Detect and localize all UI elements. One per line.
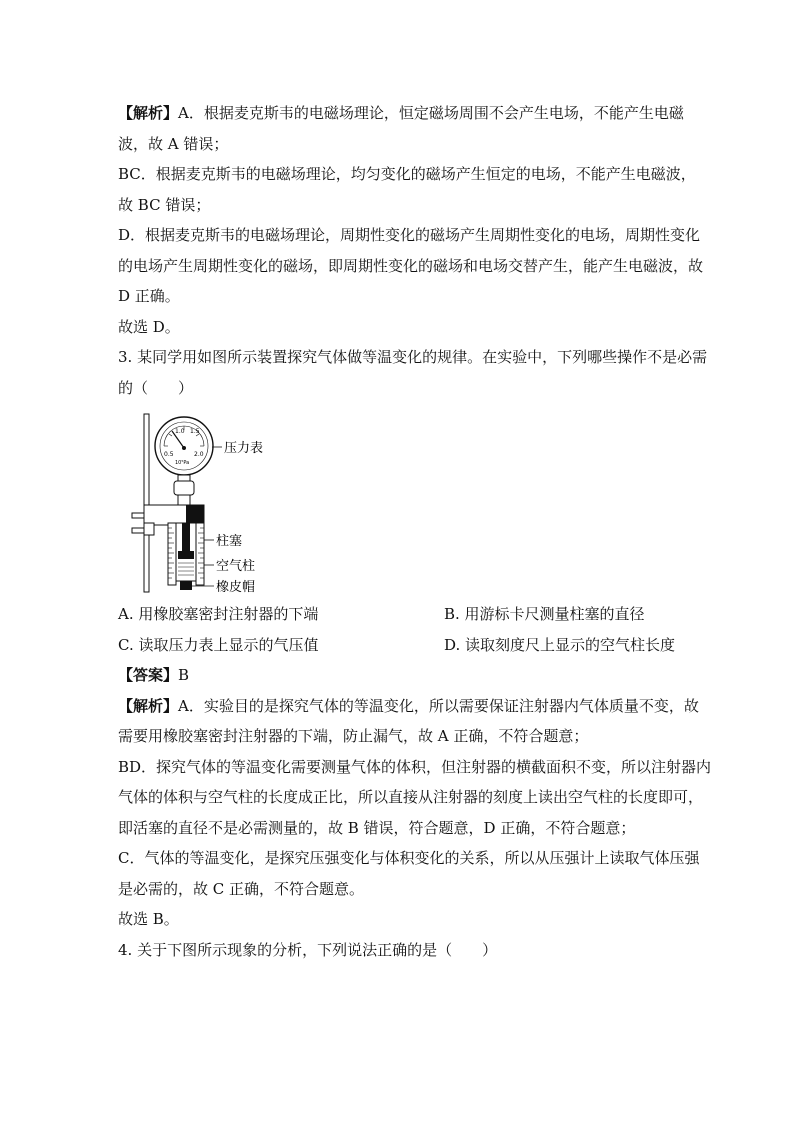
analysis-tag: 【解析】 (118, 104, 179, 122)
answer-value: B (178, 666, 190, 684)
analysis-line: 的电场产生周期性变化的磁场，即周期性变化的磁场和电场交替产生，能产生电磁波，故 (118, 256, 704, 275)
plunger (178, 551, 194, 559)
air-column-label: 空气柱 (216, 559, 256, 574)
plunger-label: 柱塞 (216, 534, 243, 549)
analysis-line: BD．探究气体的等温变化需要测量气体的体积，但注射器的横截面积不变，所以注射器内 (118, 757, 712, 776)
rubber-cap (180, 581, 192, 590)
gauge-tick-label: 0.5 (164, 451, 174, 458)
analysis-line (118, 98, 684, 129)
answer-tag: 【答案】 (118, 666, 179, 684)
analysis-line: 即活塞的直径不是必需测量的，故 B 错误，符合题意，D 正确，不符合题意； (118, 818, 636, 837)
option-b: B. 用游标卡尺测量柱塞的直径 (444, 605, 645, 623)
analysis-line: BC．根据麦克斯韦的电磁场理论，均匀变化的磁场产生恒定的电场，不能产生电磁波， (118, 165, 696, 183)
question-4-stem: 4. 关于下图所示现象的分析，下列说法正确的是（ ） (118, 940, 498, 959)
options-group (118, 599, 674, 660)
gauge-label: 压力表 (224, 441, 264, 456)
analysis-text: A．根据麦克斯韦的电磁场理论，恒定磁场周围不会产生电场，不能产生电磁 (178, 104, 684, 122)
syringe-apparatus-diagram (128, 409, 298, 595)
analysis-line: D 正确。 (118, 287, 180, 305)
option-a: A. 用橡胶塞密封注射器的下端 (118, 605, 319, 623)
gauge-tick-label: 1.0 (175, 428, 185, 435)
analysis-line: 需要用橡胶塞密封注射器的下端，防止漏气，故 A 正确，不符合题意； (118, 727, 589, 745)
analysis-line (118, 691, 699, 722)
analysis-line: C．气体的等温变化，是探究压强变化与体积变化的关系，所以从压强计上读取气体压强 (118, 849, 700, 867)
gauge-unit-label: 10⁵Pa (175, 460, 190, 466)
analysis-line: D．根据麦克斯韦的电磁场理论，周期性变化的磁场产生周期性变化的电场，周期性变化 (118, 226, 701, 244)
analysis-line: 波，故 A 错误； (118, 134, 229, 153)
gauge-tick-label: 2.0 (194, 451, 204, 458)
scale-left (168, 523, 176, 585)
answer-line (118, 660, 674, 691)
analysis-line: 气体的体积与空气柱的长度成正比，所以直接从注射器的刻度上读出空气柱的长度即可， (118, 788, 704, 806)
rubber-cap-label: 橡皮帽 (216, 580, 256, 595)
analysis-line: 故 BC 错误； (118, 195, 211, 214)
document-page (118, 98, 712, 965)
gauge-tick-label: 1.5 (190, 428, 200, 435)
question-3-stem-cont: 的（ ） (118, 378, 194, 397)
option-d: D. 读取刻度尺上显示的空气柱长度 (444, 635, 676, 654)
question-3-stem: 3. 某同学用如图所示装置探究气体做等温变化的规律。在实验中，下列哪些操作不是必需 (118, 348, 708, 366)
analysis-tag: 【解析】 (118, 696, 179, 715)
conclusion-line: 故选 B。 (118, 910, 179, 928)
analysis-text: A．实验目的是探究气体的等温变化，所以需要保证注射器内气体质量不变，故 (178, 696, 699, 715)
scale-right (196, 523, 204, 585)
apparatus-figure (118, 403, 674, 599)
conclusion-line: 故选 D。 (118, 317, 180, 336)
analysis-line: 是必需的，故 C 正确，不符合题意。 (118, 879, 365, 898)
option-c: C. 读取压力表上显示的气压值 (118, 635, 319, 654)
